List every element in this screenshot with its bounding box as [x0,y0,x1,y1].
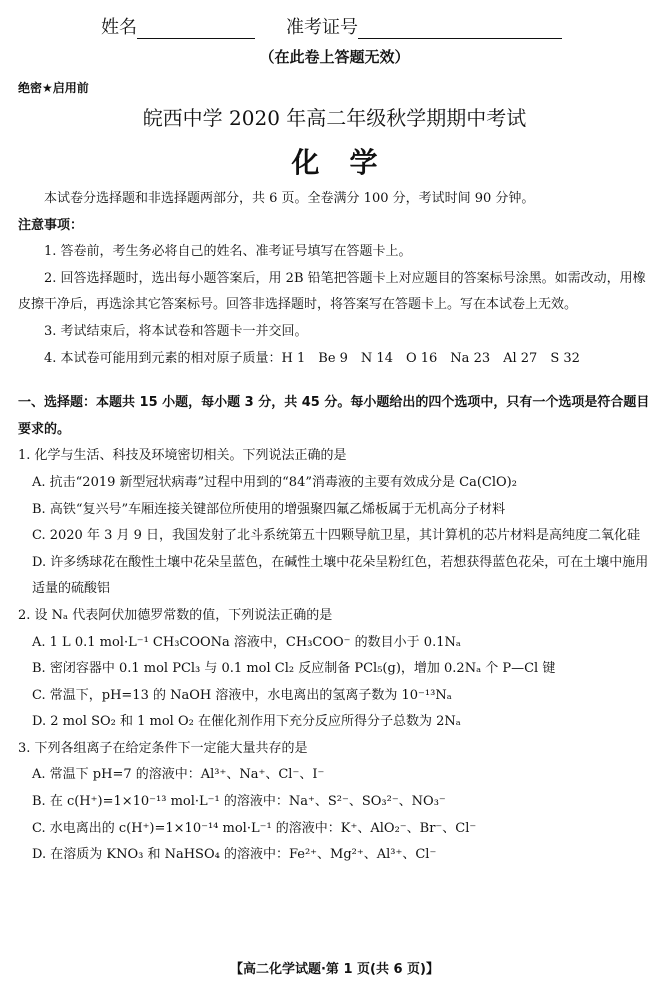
question-stem: 2. 设 Nₐ 代表阿伏加德罗常数的值，下列说法正确的是 [18,607,333,623]
exam-id-label: 准考证号 [286,17,358,38]
question-option: A. 1 L 0.1 mol·L⁻¹ CH₃COONa 溶液中，CH₃COO⁻ 的数目小于 0.1Nₐ [32,634,461,650]
question-option: A. 常温下 pH=7 的溶液中：Al³⁺、Na⁺、Cl⁻、I⁻ [32,767,325,783]
section-heading: 一、选择题：本题共 15 小题，每小题 3 分，共 45 分。每小题给出的四个选项中，只有一个选项是符合题目要求的。 [18,395,650,437]
invalid-answer-note: （在此卷上答题无效） [259,48,410,66]
name-blank-line [137,18,255,39]
question-option: B. 密闭容器中 0.1 mol PCl₃ 与 0.1 mol Cl₂ 反应制备 PCl₅(g)，增加 0.2Nₐ 个 P—Cl 键 [32,661,556,677]
page-footer: 【高二化学试题·第 1 页(共 6 页)】 [229,962,440,977]
exam-id-field [286,13,562,39]
question-option: D. 许多绣球花在酸性土壤中花朵呈蓝色，在碱性土壤中花朵呈粉红色，若想获得蓝色花朵，可在土壤中施用适量的硫酸铝 [32,554,649,597]
question-option: C. 常温下，pH=13 的 NaOH 溶液中，水电离出的氢离子数为 10⁻¹³Nₐ [32,687,452,703]
secret-mark: 绝密★启用前 [18,81,89,95]
question-option: B. 在 c(H⁺)=1×10⁻¹³ mol·L⁻¹ 的溶液中：Na⁺、S²⁻、SO₃²⁻、NO₃⁻ [32,794,446,810]
exam-id-blank-line [358,18,562,39]
intro-text: 本试卷分选择题和非选择题两部分，共 6 页。全卷满分 100 分，考试时间 90 分钟。 [44,191,535,206]
question-option: C. 2020 年 3 月 9 日，我国发射了北斗系统第五十四颗导航卫星，其计算机的芯片材料是高纯度二氧化硅 [32,528,641,544]
name-field [101,13,255,39]
question-stem: 1. 化学与生活、科技及环境密切相关。下列说法正确的是 [18,448,347,464]
notice-item: 2. 回答选择题时，选出每小题答案后，用 2B 铅笔把答题卡上对应题目的答案标号涂黑。如需改动，用橡皮擦干净后，再选涂其它答案标号。回答非选择题时，将答案写在答题卡上。写在本试卷上无效。 [18,270,646,313]
notice-heading: 注意事项： [18,217,84,233]
subject-title: 化学 [291,146,408,179]
name-label: 姓名 [101,17,137,38]
notice-item: 1. 答卷前，考生务必将自己的姓名、准考证号填写在答题卡上。 [44,244,412,260]
question-option: D. 2 mol SO₂ 和 1 mol O₂ 在催化剂作用下充分反应所得分子总数为 2Nₐ [32,714,461,730]
question-option: A. 抗击“2019 新型冠状病毒”过程中用到的“84”消毒液的主要有效成分是 Ca(ClO)₂ [32,474,517,490]
question-option: D. 在溶质为 KNO₃ 和 NaHSO₄ 的溶液中：Fe²⁺、Mg²⁺、Al³⁺、Cl⁻ [32,847,437,863]
exam-body [18,186,658,869]
question-stem: 3. 下列各组离子在给定条件下一定能大量共存的是 [18,740,308,756]
notice-item: 4. 本试卷可能用到元素的相对原子质量：H 1 Be 9 N 14 O 16 Na 23 Al 27 S 32 [44,350,580,366]
question-option: C. 水电离出的 c(H⁺)=1×10⁻¹⁴ mol·L⁻¹ 的溶液中：K⁺、AlO₂⁻、Br⁻、Cl⁻ [32,820,477,836]
exam-title: 皖西中学 2020 年高二年级秋学期期中考试 [142,106,527,130]
notice-item: 3. 考试结束后，将本试卷和答题卡一并交回。 [44,323,308,339]
question-option: B. 高铁“复兴号”车厢连接关键部位所使用的增强聚四氟乙烯板属于无机高分子材料 [32,501,506,517]
section-spacer [18,372,658,390]
